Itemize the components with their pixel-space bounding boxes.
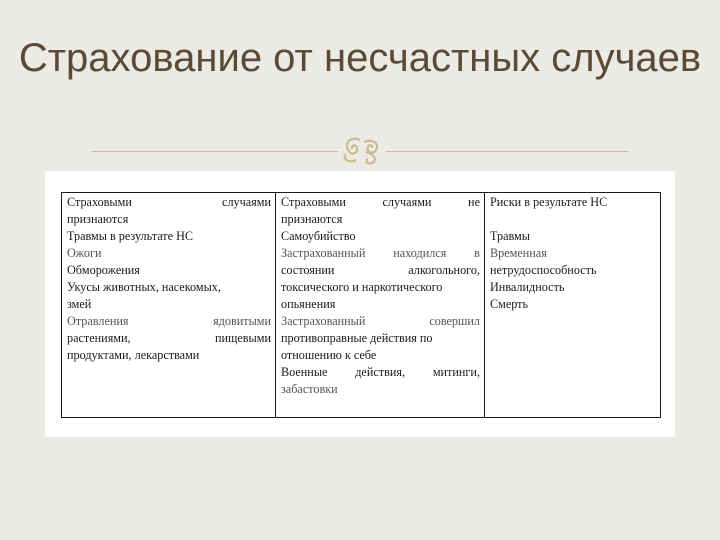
spacer <box>490 211 656 228</box>
table-row <box>62 193 661 418</box>
list-item: продуктами, лекарствами <box>67 348 200 362</box>
col2-header-word: случаями <box>382 195 432 209</box>
list-word: Застрахованный <box>281 246 366 260</box>
list-item: Временная <box>490 246 547 260</box>
list-item: Травмы в результате НС <box>67 229 194 243</box>
list-item: отношению к себе <box>281 348 377 362</box>
list-item: Укусы животных, насекомых, <box>67 280 221 294</box>
list-item: опьянения <box>281 297 336 311</box>
list-word: растениями, <box>67 331 131 345</box>
ornament-flourish-icon <box>338 132 386 168</box>
col3-header-line: Риски в результате НС <box>490 195 608 209</box>
col2-header-word: Страховыми <box>281 195 346 209</box>
col2-header-line: признаются <box>281 212 343 226</box>
col1-header-word: Страховыми <box>67 195 132 209</box>
list-word: Застрахованный <box>281 314 366 328</box>
list-item: нетрудоспособность <box>490 263 597 277</box>
list-word: пищевыми <box>214 331 271 345</box>
list-item <box>281 364 480 381</box>
list-word: Отравления <box>67 314 129 328</box>
list-item <box>281 313 480 330</box>
list-item: Обморожения <box>67 263 140 277</box>
col1-header-line: признаются <box>67 212 129 226</box>
list-item: Самоубийство <box>281 229 356 243</box>
list-item: противоправные действия по <box>281 331 433 345</box>
slide-title: Страхование от несчастных случаев <box>18 36 702 80</box>
list-item: Ожоги <box>67 246 102 260</box>
list-item: змей <box>67 297 92 311</box>
list-item <box>281 262 480 279</box>
col2-header-line <box>281 194 480 211</box>
list-item <box>281 245 480 262</box>
list-word: в <box>474 246 480 260</box>
list-word: действия, <box>355 365 406 379</box>
list-word: находился <box>393 246 447 260</box>
list-item: Травмы <box>490 229 530 243</box>
excluded-events-cell <box>276 193 485 418</box>
list-word: алкогольного, <box>408 263 480 277</box>
list-item: Смерть <box>490 297 529 311</box>
list-word: митинги, <box>432 365 480 379</box>
list-item: забастовки <box>281 382 338 396</box>
list-word: совершил <box>429 314 480 328</box>
risks-cell <box>485 193 661 418</box>
list-item: Инвалидность <box>490 280 565 294</box>
col1-header-word: случаями <box>222 195 271 209</box>
col2-header-word: не <box>468 195 480 209</box>
col1-header-line <box>67 194 271 211</box>
list-word: ядовитыми <box>213 314 271 328</box>
list-item: токсического и наркотического <box>281 280 443 294</box>
list-word: Военные <box>281 365 328 379</box>
list-item <box>67 330 271 347</box>
insurance-table <box>61 192 661 418</box>
list-word: состоянии <box>281 263 335 277</box>
insured-events-cell <box>62 193 276 418</box>
list-item <box>67 313 271 330</box>
